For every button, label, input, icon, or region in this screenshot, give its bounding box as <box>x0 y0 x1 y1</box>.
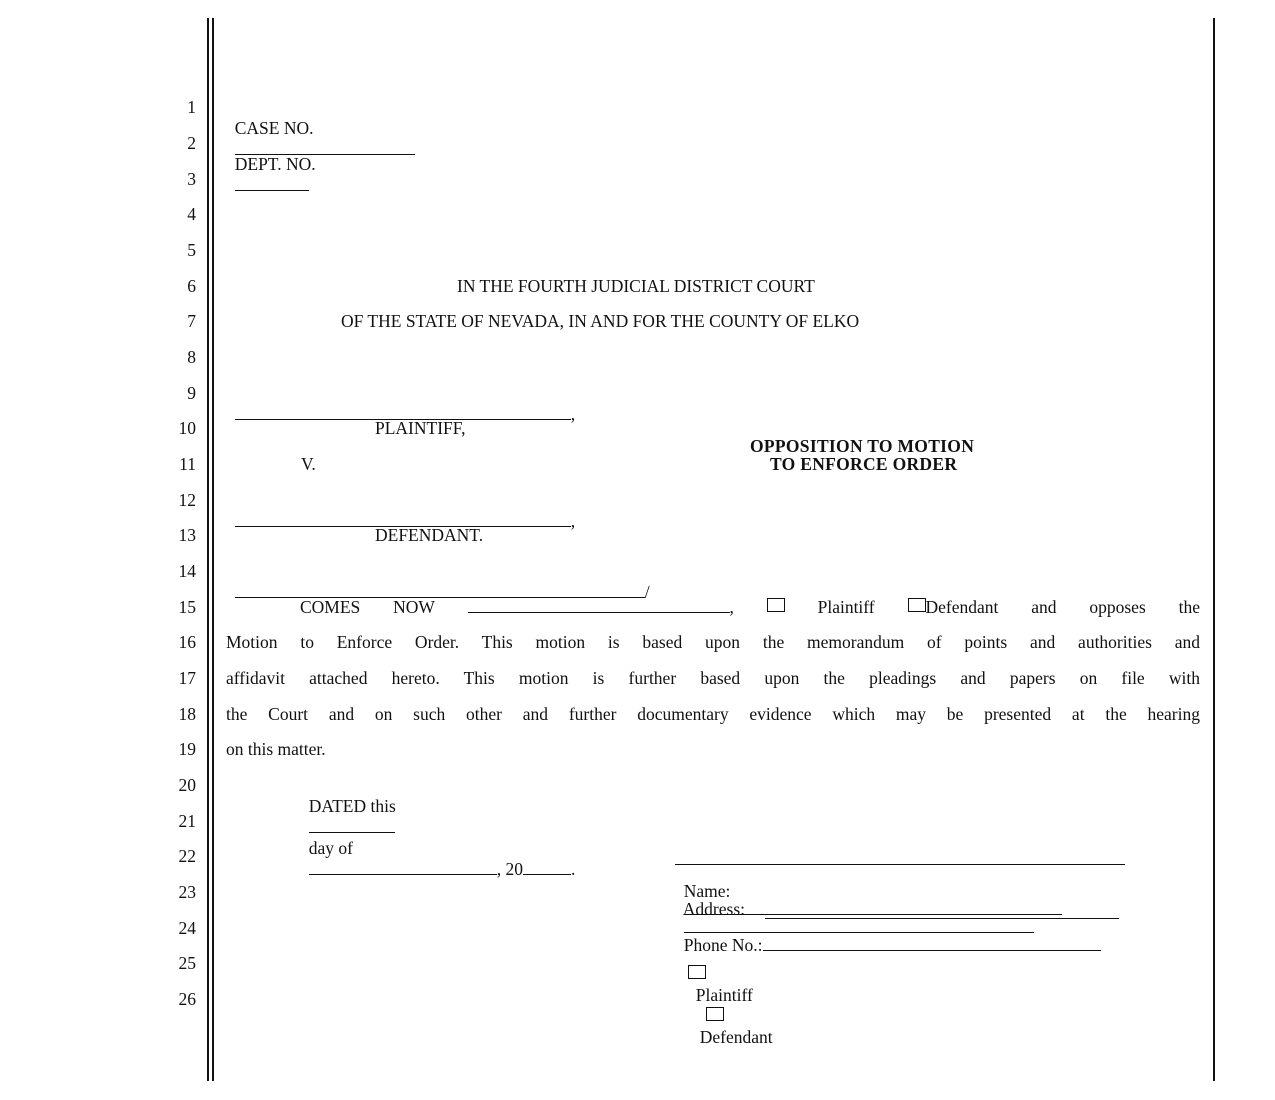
year-blank[interactable] <box>523 860 571 875</box>
day-of-label: day of <box>308 838 353 858</box>
court-name-line2: OF THE STATE OF NEVADA, IN AND FOR THE COUNTY OF ELKO <box>341 311 860 331</box>
signer-plaintiff-checkbox[interactable] <box>688 965 706 979</box>
dept-number-line <box>226 133 316 196</box>
signer-defendant-label: Defendant <box>699 1027 773 1047</box>
line-number: 24 <box>178 918 196 938</box>
line-number: 3 <box>187 169 196 189</box>
line-number: 9 <box>187 383 196 403</box>
court-name-line1: IN THE FOURTH JUDICIAL DISTRICT COURT <box>457 276 815 296</box>
line-number: 11 <box>179 454 196 474</box>
defendant-label: DEFENDANT. <box>375 525 484 545</box>
line-number: 26 <box>178 989 196 1009</box>
line-number: 13 <box>178 525 196 545</box>
line-number: 18 <box>178 704 196 724</box>
document-title-line1: OPPOSITION TO MOTION <box>750 436 975 456</box>
plaintiff-label: PLAINTIFF, <box>375 418 466 438</box>
line-number: 17 <box>178 668 196 688</box>
dated-line <box>300 775 575 880</box>
body-line-16: Motion to Enforce Order. This motion is based upon the memorandum of points and authorities and <box>226 632 1200 652</box>
line-number: 21 <box>178 811 196 831</box>
plaintiff-comma: , <box>570 404 576 424</box>
defendant-option-label: Defendant and opposes the <box>925 597 1200 617</box>
line-number: 14 <box>178 561 196 581</box>
comes-now-label: COMES NOW <box>300 597 435 617</box>
line-number: 23 <box>178 882 196 902</box>
versus-label: V. <box>301 454 316 474</box>
name-label: Name: <box>683 881 731 901</box>
body-line-19: on this matter. <box>226 739 326 759</box>
defendant-checkbox[interactable] <box>908 598 926 612</box>
dated-period: . <box>571 859 576 879</box>
line-number: 12 <box>178 490 196 510</box>
case-number-label: CASE NO. <box>234 118 314 138</box>
left-margin-rule-outer <box>207 18 209 1081</box>
line-number: 25 <box>178 953 196 973</box>
line-number: 8 <box>187 347 196 367</box>
line-number: 5 <box>187 240 196 260</box>
caption-closing-blank <box>235 583 645 598</box>
line-number: 4 <box>187 204 196 224</box>
line-number: 22 <box>178 846 196 866</box>
line-number: 1 <box>187 97 196 117</box>
plaintiff-option-label: Plaintiff <box>817 597 875 617</box>
month-blank[interactable] <box>309 860 497 875</box>
line-number: 7 <box>187 311 196 331</box>
comes-now-line: COMES NOW , Plaintiff Defendant and opposes the <box>300 597 1200 617</box>
line-number: 2 <box>187 133 196 153</box>
dated-prefix: DATED this <box>308 796 396 816</box>
day-blank[interactable] <box>309 818 395 833</box>
plaintiff-checkbox[interactable] <box>767 598 785 612</box>
dept-number-blank[interactable] <box>235 176 309 191</box>
phone-label: Phone No.: <box>683 935 763 955</box>
line-number: 10 <box>178 418 196 438</box>
address-label: Address: <box>682 899 746 919</box>
body-line-18: the Court and on such other and further documentary evidence which may be presented at the hearing <box>226 704 1200 724</box>
signer-defendant-checkbox[interactable] <box>706 1007 724 1021</box>
left-margin-rule-inner <box>212 18 214 1081</box>
line-number: 16 <box>178 632 196 652</box>
right-margin-rule <box>1213 18 1215 1081</box>
line-number: 6 <box>187 276 196 296</box>
year-prefix: , 20 <box>496 859 523 879</box>
body-line-17: affidavit attached hereto. This motion is further based upon the pleadings and papers on file with <box>226 668 1200 688</box>
party-name-blank[interactable] <box>468 598 730 613</box>
signer-role-line <box>679 943 773 1048</box>
dept-number-label: DEPT. NO. <box>234 154 316 174</box>
line-number: 15 <box>178 597 196 617</box>
line-number: 20 <box>178 775 196 795</box>
defendant-comma: , <box>570 511 576 531</box>
caption-slash: / <box>644 582 650 602</box>
document-title-line2: TO ENFORCE ORDER <box>770 454 958 474</box>
signer-plaintiff-label: Plaintiff <box>695 985 753 1005</box>
line-number: 19 <box>178 739 196 759</box>
phone-blank[interactable] <box>763 936 1101 951</box>
